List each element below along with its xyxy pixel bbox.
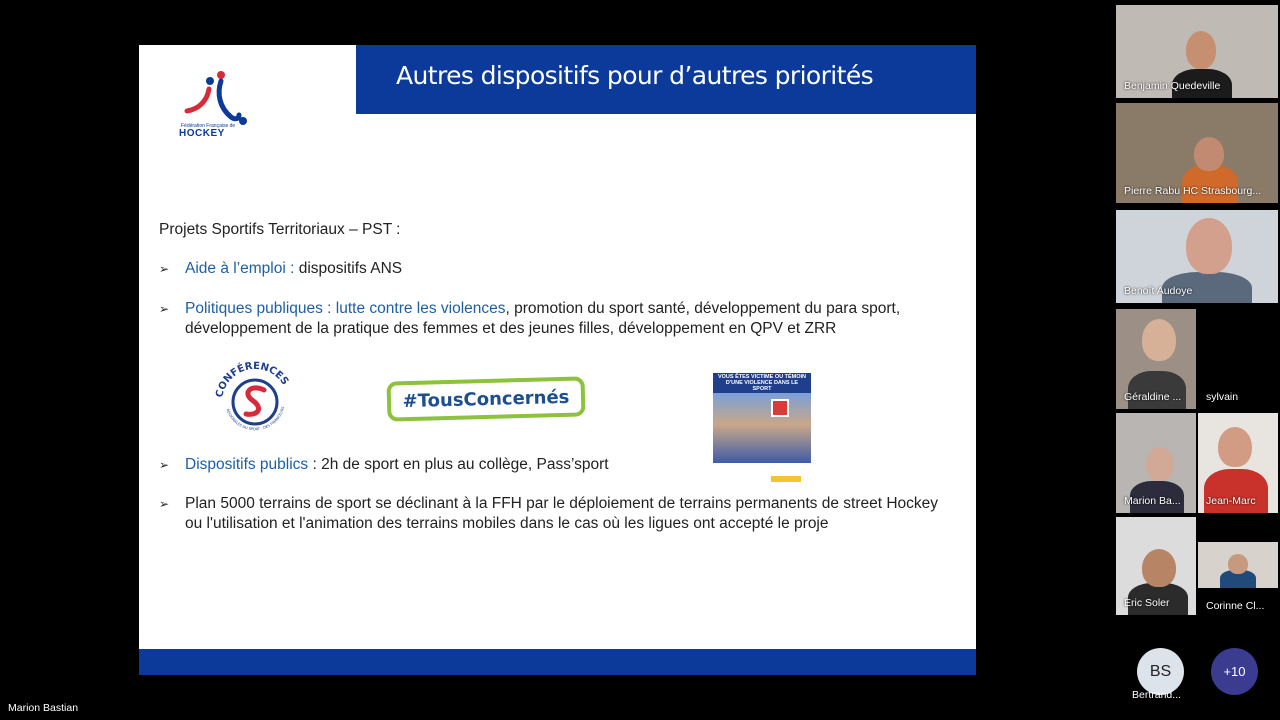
poster-photo: [713, 393, 811, 463]
tous-concernes-badge: #TousConcernés: [387, 376, 586, 421]
slide-title: Autres dispositifs pour d’autres priorités: [396, 61, 874, 90]
poster-header: [713, 351, 811, 373]
presenter-name: Marion Bastian: [8, 702, 79, 714]
arrow-bullet-icon: ➢: [159, 458, 170, 472]
participant-tile[interactable]: [1116, 309, 1196, 409]
participant-tile[interactable]: [1198, 413, 1278, 513]
bullet-highlight: Politiques publiques : lutte contre les violences: [185, 300, 506, 317]
logo-subtitle: Fédération Française de: [181, 123, 236, 129]
participant-name: Jean-Marc: [1206, 495, 1256, 507]
arrow-bullet-icon: ➢: [159, 497, 170, 511]
ffh-logo-mark-icon: [177, 67, 267, 127]
arrow-bullet-icon: ➢: [159, 262, 170, 276]
bullet-text: Plan 5000 terrains de sport se déclinant à la FFH par le déploiement de terrains permanents de street Hockey ou l'utilisation et l'animation des terrains mobiles dans le cas où les ligues ont accepté le proje: [185, 495, 939, 532]
participant-name: Géraldine ...: [1124, 391, 1182, 403]
participant-name: Marion Ba...: [1124, 495, 1181, 507]
conferences-logo-icon: [212, 358, 298, 440]
participant-tile[interactable]: [1116, 413, 1196, 513]
poster-qr-code-icon: [771, 399, 789, 417]
violence-sport-poster: [713, 351, 811, 493]
logo-title: HOCKEY: [179, 128, 225, 139]
bullet-text: , promotion du sport santé, développement du para sport, développement de la pratique des femmes et des jeunes filles, développement en QPV et ZRR: [185, 300, 901, 337]
poster-footer: [713, 463, 811, 493]
ffh-logo: [177, 67, 267, 141]
slide-footer-bar: [139, 649, 976, 675]
poster-tag: [771, 476, 801, 482]
participant-name: sylvain: [1206, 391, 1239, 403]
svg-text:CONFÉRENCES: CONFÉRENCES: [214, 360, 291, 399]
bullet-highlight: Dispositifs publics: [185, 456, 309, 473]
more-participants-button[interactable]: +10: [1211, 648, 1258, 695]
conferences-logo: [212, 358, 298, 440]
arrow-bullet-icon: ➢: [159, 302, 170, 316]
bullet-text: : 2h de sport en plus au collège, Pass’sport: [308, 456, 609, 473]
participant-name: Pierre Rabu HC Strasbourg...: [1124, 185, 1262, 197]
participant-tile[interactable]: [1116, 103, 1278, 203]
participant-name: Benoît Audoye: [1124, 285, 1193, 297]
pst-heading: Projets Sportifs Territoriaux – PST :: [159, 221, 401, 238]
slide-header-bar: [356, 45, 976, 114]
svg-text:RÉGIONALES DU SPORT · DES FINA: RÉGIONALES DU SPORT · DES FINANCEURS: [225, 406, 286, 432]
participant-name: Eric Soler: [1124, 597, 1170, 609]
participant-avatar[interactable]: BS: [1137, 648, 1184, 695]
participant-name: Corinne Cl...: [1206, 600, 1265, 612]
participant-tile[interactable]: [1116, 210, 1278, 303]
participant-tile[interactable]: [1116, 517, 1196, 615]
participant-name: Benjamin Quedeville: [1124, 80, 1221, 92]
participant-tile[interactable]: [1198, 542, 1278, 588]
participant-tile[interactable]: [1198, 309, 1278, 409]
bullet-text: dispositifs ANS: [298, 260, 403, 277]
participant-tile[interactable]: [1116, 5, 1278, 98]
bullet-highlight: Aide à l’emploi :: [185, 260, 299, 277]
avatar-participant-name: Bertrand...: [1132, 689, 1182, 701]
poster-headline: VOUS ÊTES VICTIME OU TÉMOIN D'UNE VIOLENCE DANS LE SPORT: [717, 374, 806, 392]
shared-slide: [139, 45, 976, 675]
